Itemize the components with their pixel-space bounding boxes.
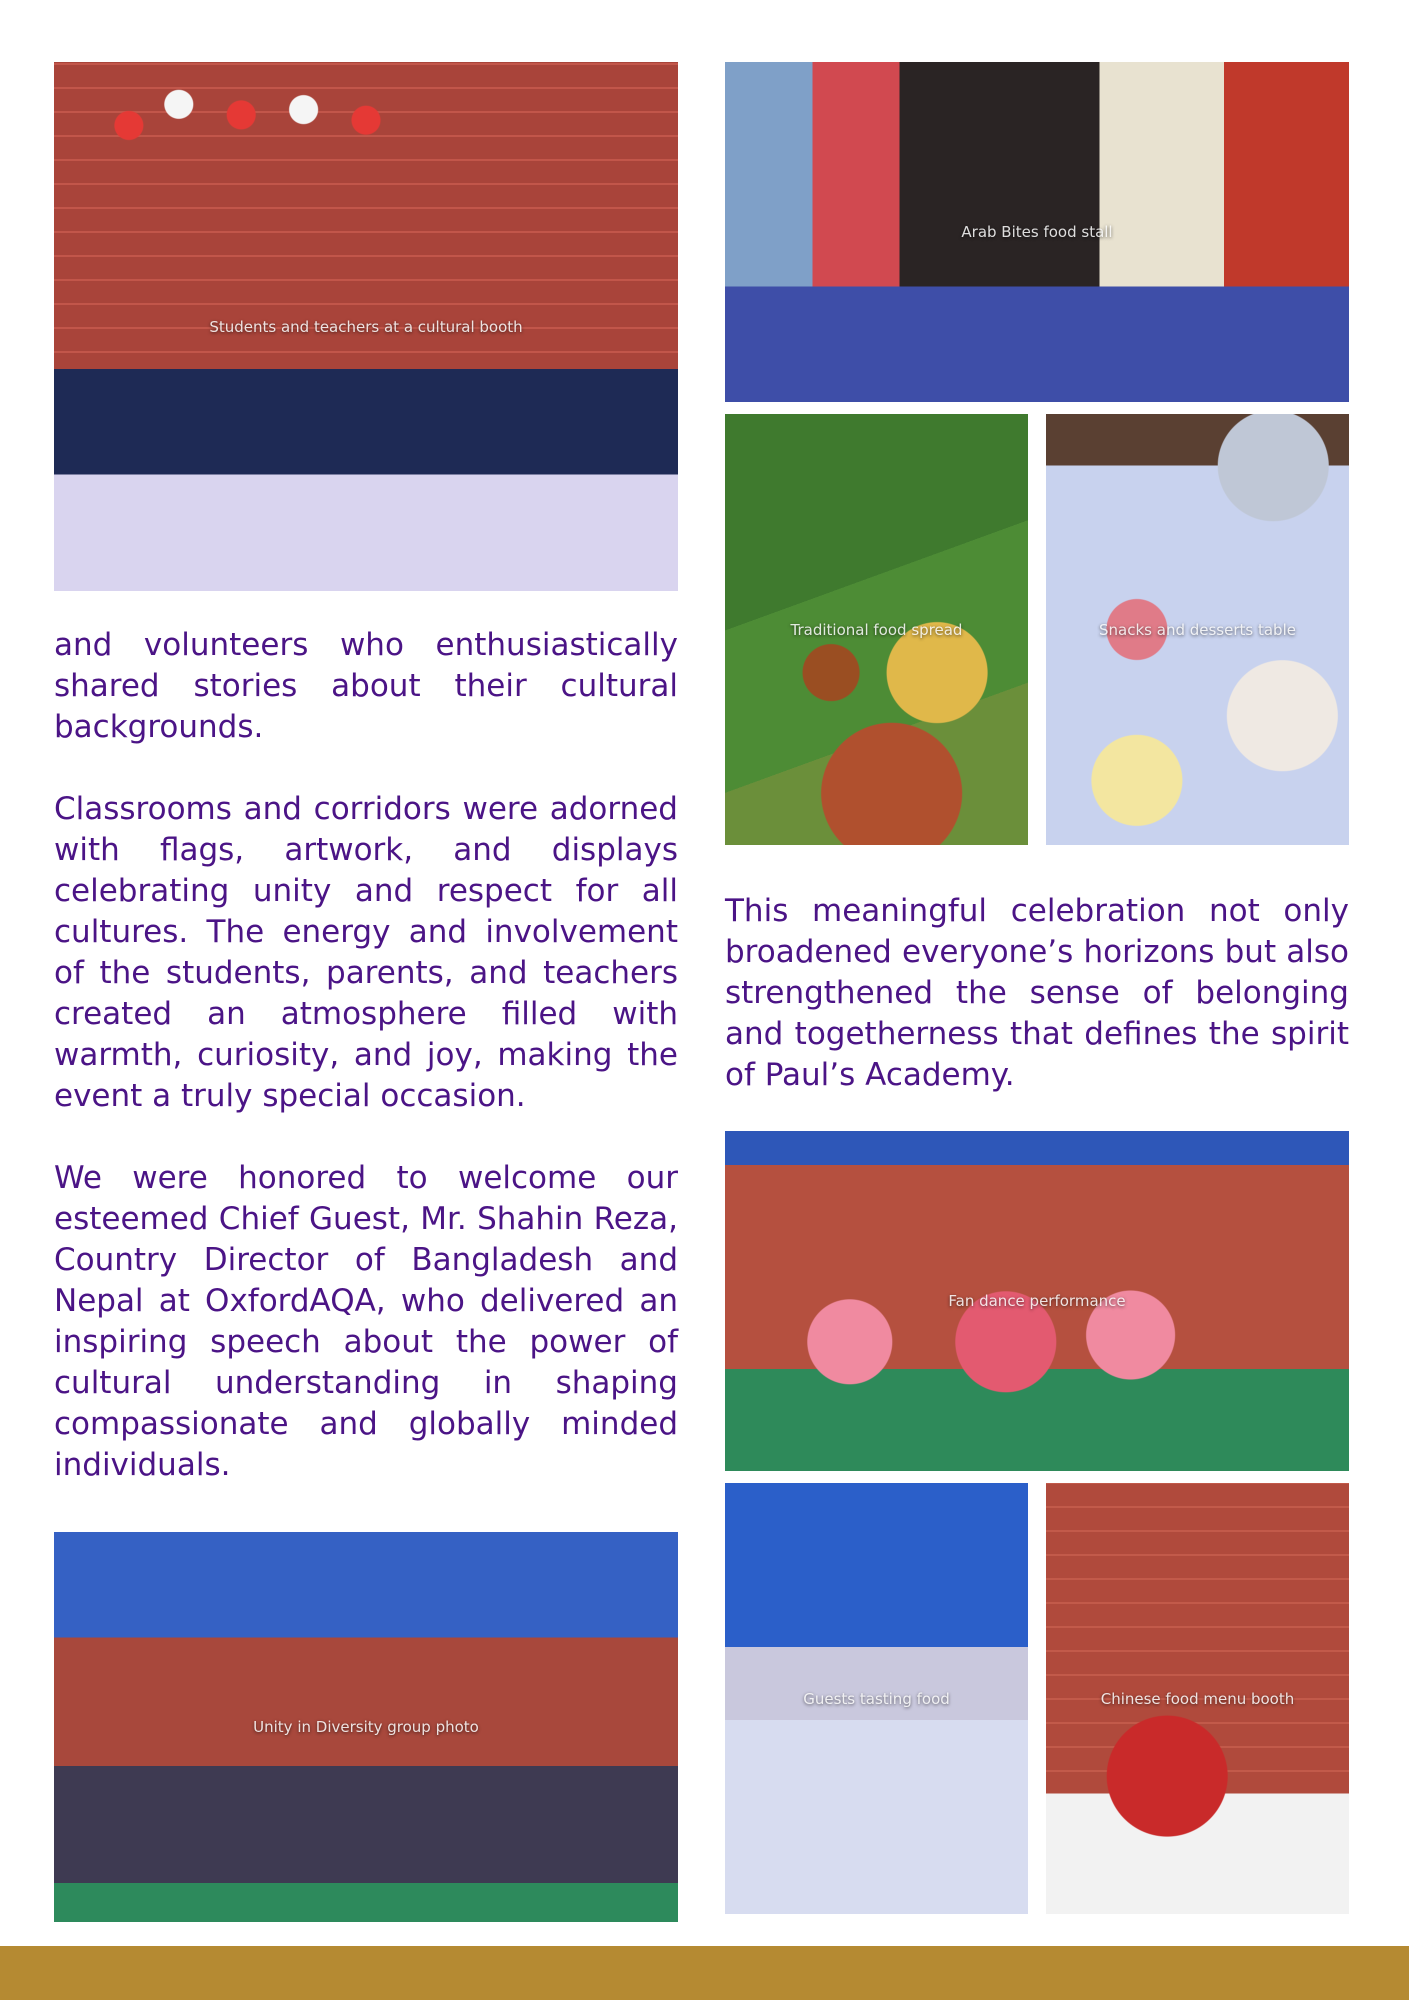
photo-traditional-food-hands: [725, 414, 1028, 845]
footer-bar: [0, 1946, 1409, 2000]
paragraph-celebration: This meaningful celebration not only broadened everyone’s horizons but also strengthened the sense of belonging and togetherness that defines the spirit of Paul’s Academy.: [725, 893, 1349, 1093]
right-text-column: [725, 891, 1349, 1096]
photo-caption: Unity in Diversity group photo: [253, 1718, 479, 1736]
paragraph-volunteers: and volunteers who enthusiastically shared stories about their cultural backgrounds.: [54, 627, 678, 745]
paragraph-chief-guest: We were honored to welcome our esteemed Chief Guest, Mr. Shahin Reza, Country Director of Bangladesh and Nepal at OxfordAQA, who delivered an inspiring speech about the power of cultural understanding in shaping compassionate and globally minded individuals.: [54, 1160, 678, 1483]
photo-caption: Traditional food spread: [790, 620, 963, 639]
paragraph-classrooms: Classrooms and corridors were adorned with flags, artwork, and displays celebrating unity and respect for all cultures. The energy and involvement of the students, parents, and teachers created an atmosphere filled with warmth, curiosity, and joy, making the event a truly special occasion.: [54, 791, 678, 1114]
photo-group-welcome-booth: [54, 62, 678, 591]
left-text-column: [54, 625, 678, 1486]
photo-food-tasting: [725, 1483, 1028, 1914]
photo-unity-in-diversity-dance: [725, 1131, 1349, 1471]
photo-caption: Students and teachers at a cultural booth: [209, 317, 523, 336]
photo-caption: Guests tasting food: [803, 1689, 950, 1708]
photo-unity-group: [54, 1532, 678, 1922]
photo-caption: Snacks and desserts table: [1099, 620, 1296, 639]
photo-arab-bites-stall: [725, 62, 1349, 402]
photo-caption: Fan dance performance: [948, 1292, 1126, 1310]
photo-china-booth-girl: [1046, 1483, 1349, 1914]
photo-snacks-table: [1046, 414, 1349, 845]
photo-caption: Arab Bites food stall: [961, 223, 1113, 241]
photo-caption: Chinese food menu booth: [1100, 1689, 1295, 1708]
